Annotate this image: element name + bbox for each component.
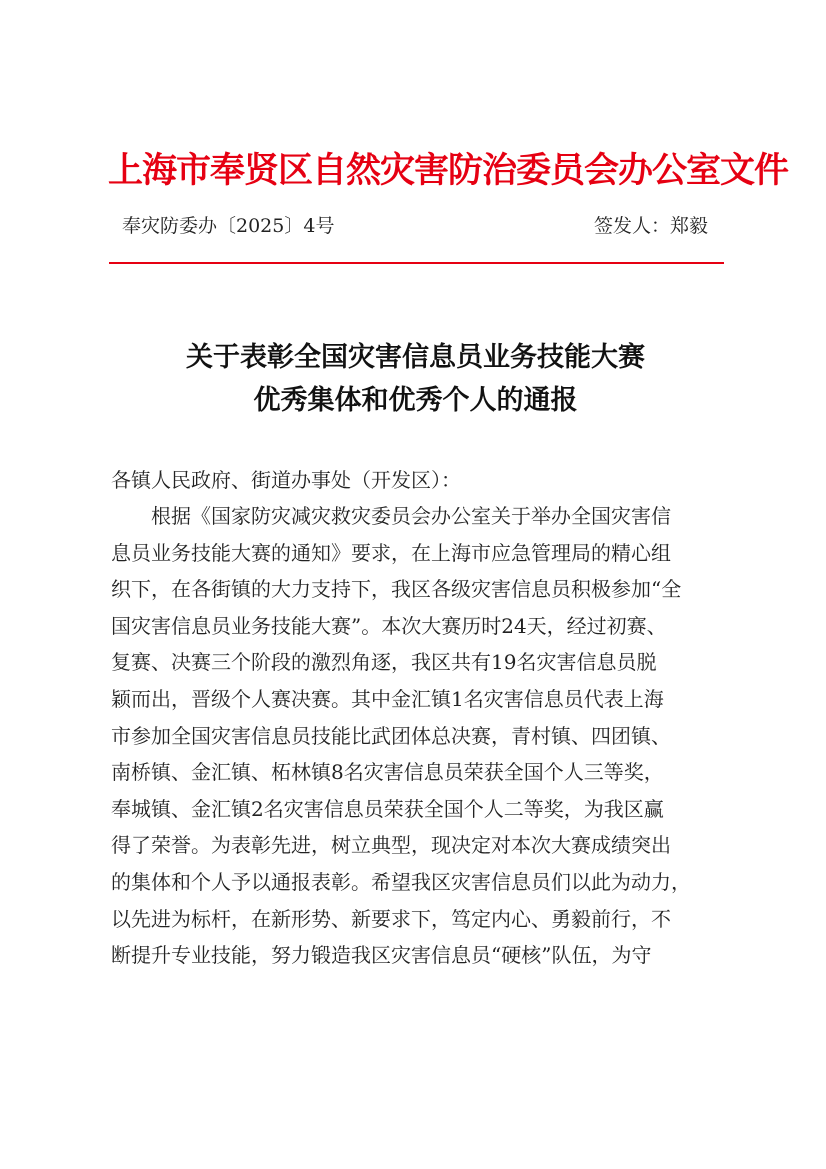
body-line: 奉城镇、金汇镇2名灾害信息员荣获全国个人二等奖，为我区赢 <box>111 796 664 821</box>
body-line: 复赛、决赛三个阶段的激烈角逐，我区共有19名灾害信息员脱 <box>111 650 657 675</box>
notice-title-line-1: 关于表彰全国灾害信息员业务技能大赛 <box>186 342 645 373</box>
body-line: 市参加全国灾害信息员技能比武团体总决赛，青村镇、四团镇、 <box>111 723 671 748</box>
body-line: 断提升专业技能，努力锻造我区灾害信息员“硬核”队伍，为守 <box>111 943 652 968</box>
addressee: 各镇人民政府、街道办事处（开发区）： <box>111 468 461 492</box>
notice-title <box>108 336 723 422</box>
body-line: 以先进为标杆，在新形势、新要求下，笃定内心、勇毅前行，不 <box>111 906 671 931</box>
body-line: 南桥镇、金汇镇、柘林镇8名灾害信息员荣获全国个人三等奖， <box>111 760 664 785</box>
document-meta-row <box>122 210 708 242</box>
red-separator-line <box>109 262 724 264</box>
issuing-office-title: 上海市奉贤区自然灾害防治委员会办公室文件 <box>108 150 789 191</box>
body-line: 得了荣誉。为表彰先进，树立典型，现决定对本次大赛成绩突出 <box>111 833 671 858</box>
body-line: 根据《国家防灾减灾救灾委员会办公室关于举办全国灾害信 <box>151 504 671 528</box>
body-line: 息员业务技能大赛的通知》要求，在上海市应急管理局的精心组 <box>111 540 671 565</box>
body-line: 的集体和个人予以通报表彰。希望我区灾害信息员们以此为动力， <box>111 869 691 894</box>
body-paragraph <box>111 498 723 974</box>
notice-title-line-2: 优秀集体和优秀个人的通报 <box>253 385 578 416</box>
body-line: 国灾害信息员业务技能大赛”。本次大赛历时24天，经过初赛、 <box>111 613 667 638</box>
signer: 签发人：郑毅 <box>593 215 708 237</box>
document-number: 奉灾防委办〔2025〕4号 <box>122 215 335 237</box>
body-line: 织下，在各街镇的大力支持下，我区各级灾害信息员积极参加“全 <box>111 577 682 602</box>
body-line: 颖而出，晋级个人赛决赛。其中金汇镇1名灾害信息员代表上海 <box>111 686 664 711</box>
